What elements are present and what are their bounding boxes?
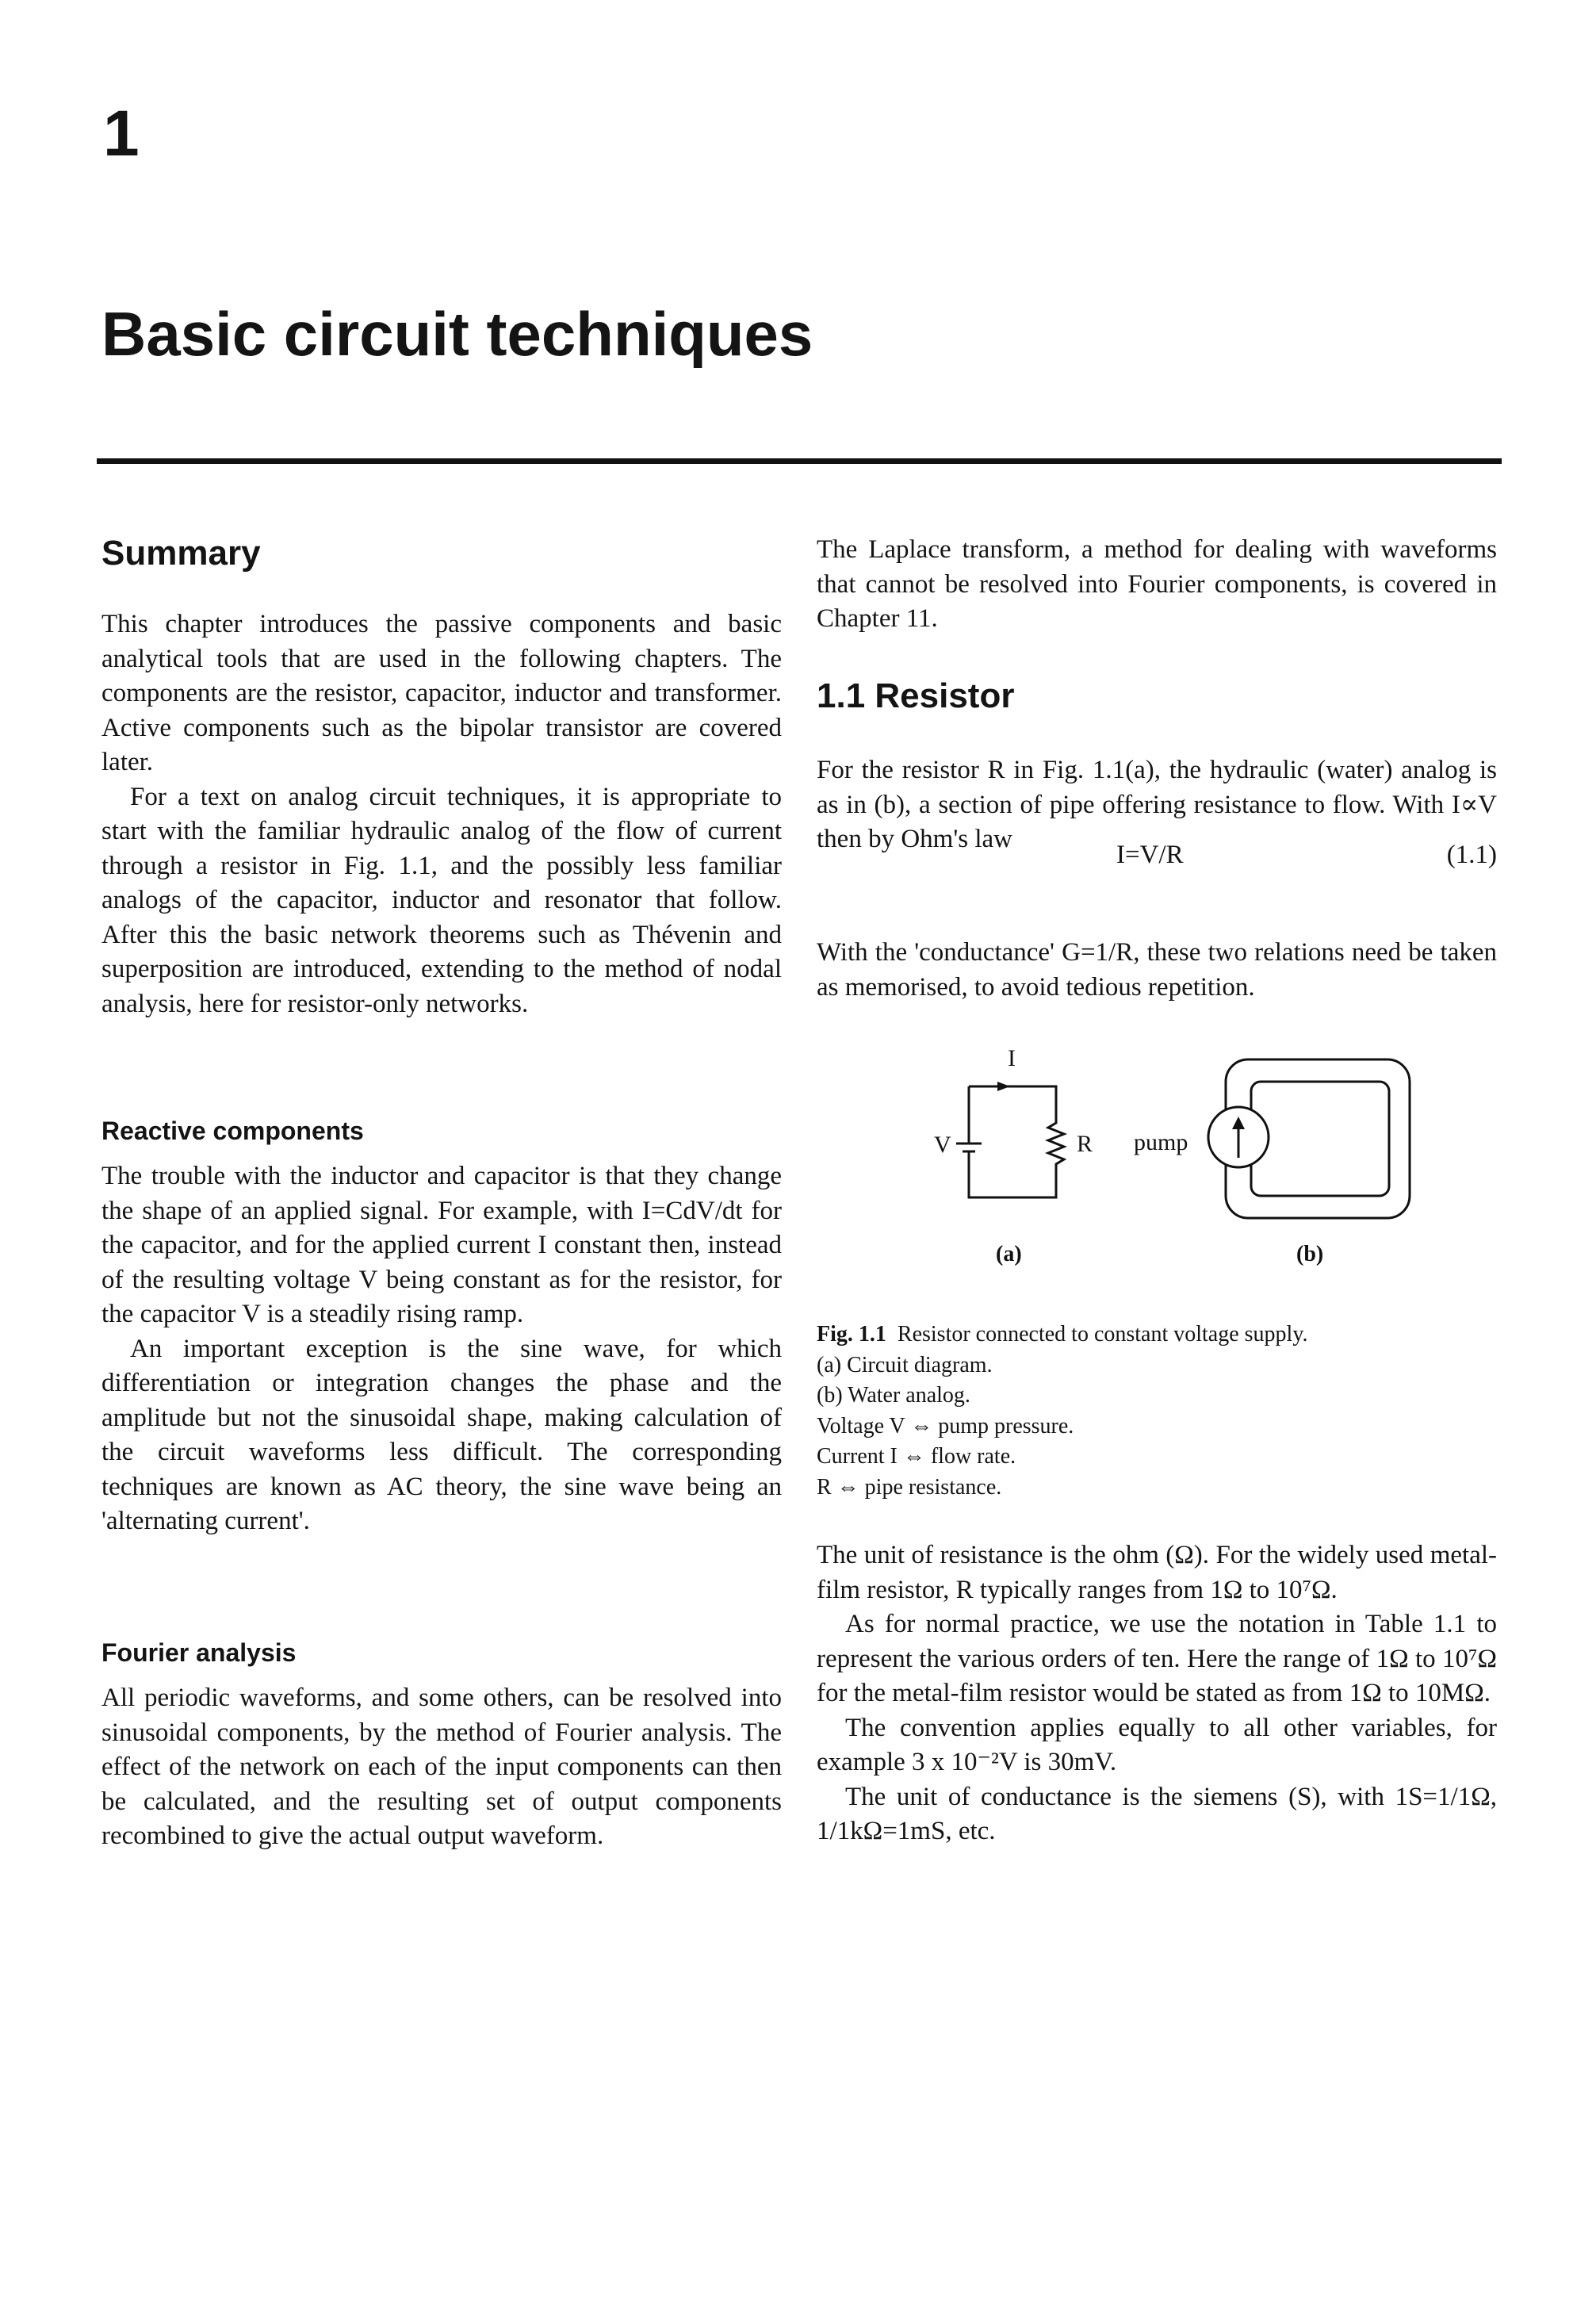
units-text — [817, 1538, 1497, 1849]
summary-paragraph-1: This chapter introduces the passive components and basic analytical tools that are used in the following chapters. The components are the resistor, capacitor, inductor and transformer. Active components such as the bipolar transistor are covered later. — [101, 610, 782, 776]
fourier-analysis-text — [101, 1681, 782, 1854]
label-panel-b: (b) — [1296, 1242, 1324, 1266]
resistor-zigzag — [1048, 1118, 1064, 1169]
unit-paragraph-1: The unit of resistance is the ohm (Ω). For the widely used metal-film resistor, R typically ranges from 1Ω to 10⁷Ω. — [817, 1541, 1497, 1604]
label-pump: pump — [1134, 1129, 1188, 1155]
caption-title-line — [817, 1320, 1498, 1350]
resistor-paragraph-2: With the 'conductance' G=1/R, these two relations need be taken as memorised, to avoid tedious repetition. — [817, 938, 1497, 1002]
title-rule — [97, 458, 1502, 464]
unit-paragraph-4: The unit of conductance is the siemens (S), with 1S=1/1Ω, 1/1kΩ=1mS, etc. — [817, 1782, 1497, 1845]
fourier-paragraph-1: All periodic waveforms, and some others, can be resolved into sinusoidal components, by the method of Fourier analysis. The effect of the network on each of the input components can then be calculated, and the resulting set of output components recombined to give the actual output waveform. — [101, 1684, 782, 1850]
caption-line-voltage: Voltage V ⇔ pump pressure. — [817, 1413, 1074, 1438]
circuit-top-wire — [969, 1086, 1056, 1118]
caption-line-b: (b) Water analog. — [817, 1383, 970, 1408]
label-voltage: V — [934, 1132, 951, 1158]
equation-body: I=V/R — [1116, 841, 1184, 869]
caption-line-resistance: R ⇔ pipe resistance. — [817, 1474, 1002, 1500]
caption-line-a: (a) Circuit diagram. — [817, 1352, 993, 1377]
unit-paragraph-3: The convention applies equally to all other variables, for example 3 x 10⁻²V is 30mV. — [817, 1713, 1497, 1776]
reactive-components-text — [101, 1159, 782, 1539]
laplace-paragraph: The Laplace transform, a method for dealing with waveforms that cannot be resolved into Fourier components, is covered in Chapter 11. — [817, 535, 1497, 633]
circuit-bottom-wire — [969, 1151, 1056, 1197]
summary-paragraph-2: For a text on analog circuit techniques, it is appropriate to start with the familiar hydraulic analog of the flow of current through a resistor in Fig. 1.1, and the possibly less familiar analogs of the capacitor, inductor and resonator that follow. After this the basic network theorems such as Thévenin and superposition are introduced, extending to the method of nodal analysis, here for resistor-only networks. — [101, 782, 782, 1018]
equation-number: (1.1) — [1446, 841, 1497, 869]
reactive-paragraph-1: The trouble with the inductor and capacitor is that they change the shape of an applied signal. For example, with I=CdV/dt for the capacitor, and for the applied current I constant then, instead of the resulting voltage V being constant as for the resistor, for the capacitor V is a steadily rising ramp. — [101, 1162, 782, 1328]
unit-paragraph-2: As for normal practice, we use the notation in Table 1.1 to represent the various orders of ten. Here the range of 1Ω to 10⁷Ω for the metal-film resistor would be stated as from 1Ω to 10MΩ. — [817, 1610, 1497, 1707]
label-resistor: R — [1077, 1131, 1093, 1157]
pipe-inner-wall — [1251, 1082, 1389, 1196]
fourier-analysis-heading: Fourier analysis — [101, 1638, 297, 1667]
reactive-paragraph-2: An important exception is the sine wave, for which differentiation or integration changes the phase and the amplitude but not the sinusoidal shape, making calculation of the circuit waveforms less difficult. The corresponding techniques are known as AC theory, the sine wave being an 'alternating current'. — [101, 1334, 782, 1535]
figure-1-1 — [817, 1042, 1451, 1280]
summary-text — [101, 607, 782, 1021]
chapter-number: 1 — [103, 98, 140, 170]
caption-label: Fig. 1.1 — [817, 1322, 886, 1347]
figure-caption — [817, 1320, 1498, 1503]
resistor-paragraph-1: For the resistor R in Fig. 1.1(a), the hydraulic (water) analog is as in (b), a section of pipe offering resistance to flow. With I∝V then by Ohm's law — [817, 756, 1497, 853]
caption-line-current: Current I ⇔ flow rate. — [817, 1444, 1016, 1469]
caption-title: Resistor connected to constant voltage supply. — [897, 1322, 1308, 1347]
section-heading-resistor: 1.1 Resistor — [817, 676, 1015, 715]
laplace-text — [817, 533, 1497, 637]
chapter-title: Basic circuit techniques — [101, 299, 813, 369]
current-arrow-icon — [997, 1082, 1010, 1091]
label-current: I — [1008, 1045, 1016, 1071]
figure-1-1-drawing — [817, 1042, 1451, 1280]
label-panel-a: (a) — [996, 1242, 1022, 1266]
conductance-text — [817, 936, 1497, 1005]
reactive-components-heading: Reactive components — [101, 1117, 364, 1145]
summary-heading: Summary — [101, 534, 261, 573]
